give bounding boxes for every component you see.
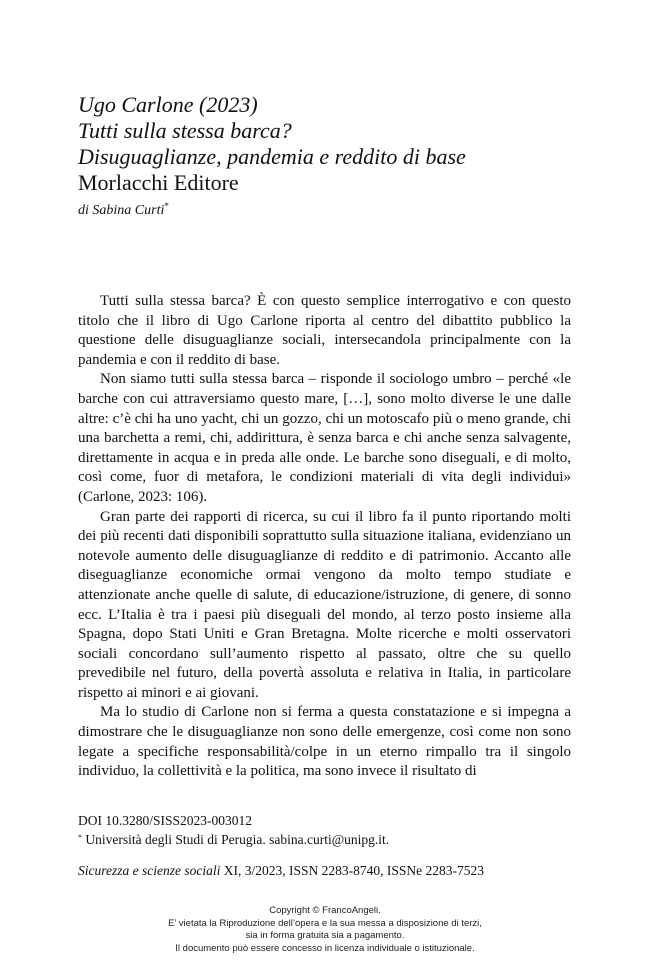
paragraph-2: Non siamo tutti sulla stessa barca – risponde il sociologo umbro – perché «le barche con cui attraversiamo questo mare, […], sono molto diverse le une dalle altre: c’è chi ha uno yacht, chi un gozzo, chi un motoscafo più o meno grande, chi una barchetta a remi, chi, addirittura, è senza barca e chi anche senza salvagente, direttamente in acqua e in preda alle onde. Le barche sono diseguali, e di molto, così come, fuor di metafora, le condizioni materiali di vita degli individui» (Carlone, 2023: 106).	[78, 371, 571, 505]
footnotes	[78, 812, 578, 879]
copyright-line: sia in forma gratuita sia a pagamento.	[245, 930, 405, 941]
book-title-line-subtitle: Disuguaglianze, pandemia e reddito di base	[78, 144, 466, 169]
paragraph-3: Gran parte dei rapporti di ricerca, su cui il libro fa il punto riportando molti dei più recenti dati disponibili soprattutto sulla situazione italiana, evidenziano un notevole aumento delle disuguaglianze di reddito e di patrimonio. Accanto alle diseguaglianze economiche ormai vengono da molto tempo studiate e attenzionate anche quelle di salute, di educazione/istruzione, di genere, di sonno ecc. L’Italia è tra i paesi più diseguali del mondo, al terzo posto insieme alla Spagna, dopo Stati Uniti e Gran Bretagna. Molte ricerche e molti osservatori sociali concordano sull’aumento rispetto al passato, oltre che su quello prevedibile nel futuro, della povertà assoluta e relativa in Italia, in particolare rispetto ai minori e ai giovani.	[78, 508, 571, 701]
affiliation-mark: *	[78, 833, 82, 842]
journal-details: XI, 3/2023, ISSN 2283-8740, ISSNe 2283-7523	[220, 863, 484, 878]
affiliation-footnote	[78, 829, 578, 848]
copyright-line: E’ vietata la Riproduzione dell’opera e la sua messa a disposizione di terzi,	[168, 917, 482, 929]
copyright-line: Il documento può essere concesso in licenza individuale o istituzionale.	[175, 942, 475, 954]
paragraph-4: Ma lo studio di Carlone non si ferma a questa constatazione e si impegna a dimostrare che le disuguaglianze non sono delle emergenze, così come non sono legate a specifiche responsabilità/colpe in un eterno rimpallo tra il singolo individuo, la collettività e la politica, ma sono invece il risultato di	[78, 704, 571, 780]
paragraph-1: Tutti sulla stessa barca? È con questo semplice interrogativo e con questo titolo che il libro di Ugo Carlone riporta al centro del dibattito pubblico la questione delle disuguaglianze sociali, intersecandola principalmente con la pandemia e con il reddito di base.	[78, 293, 571, 368]
copyright-line: Copyright © FrancoAngeli.	[269, 905, 381, 916]
title-block	[78, 92, 578, 220]
affiliation-text: Università degli Studi di Perugia. sabina.curti@unipg.it.	[82, 832, 390, 847]
author-footnote-mark: *	[164, 201, 169, 211]
book-title-line-author-year: Ugo Carlone (2023)	[78, 92, 258, 117]
journal-name: Sicurezza e scienze sociali	[78, 863, 221, 878]
journal-citation	[78, 862, 578, 879]
doi: DOI 10.3280/SISS2023-003012	[78, 813, 253, 828]
publisher: Morlacchi Editore	[78, 170, 239, 195]
review-author	[78, 197, 578, 220]
book-title-line-main: Tutti sulla stessa barca?	[78, 118, 292, 143]
body-text	[78, 292, 571, 782]
review-author-name: di Sabina Curti	[78, 203, 165, 218]
copyright-notice	[0, 905, 650, 955]
